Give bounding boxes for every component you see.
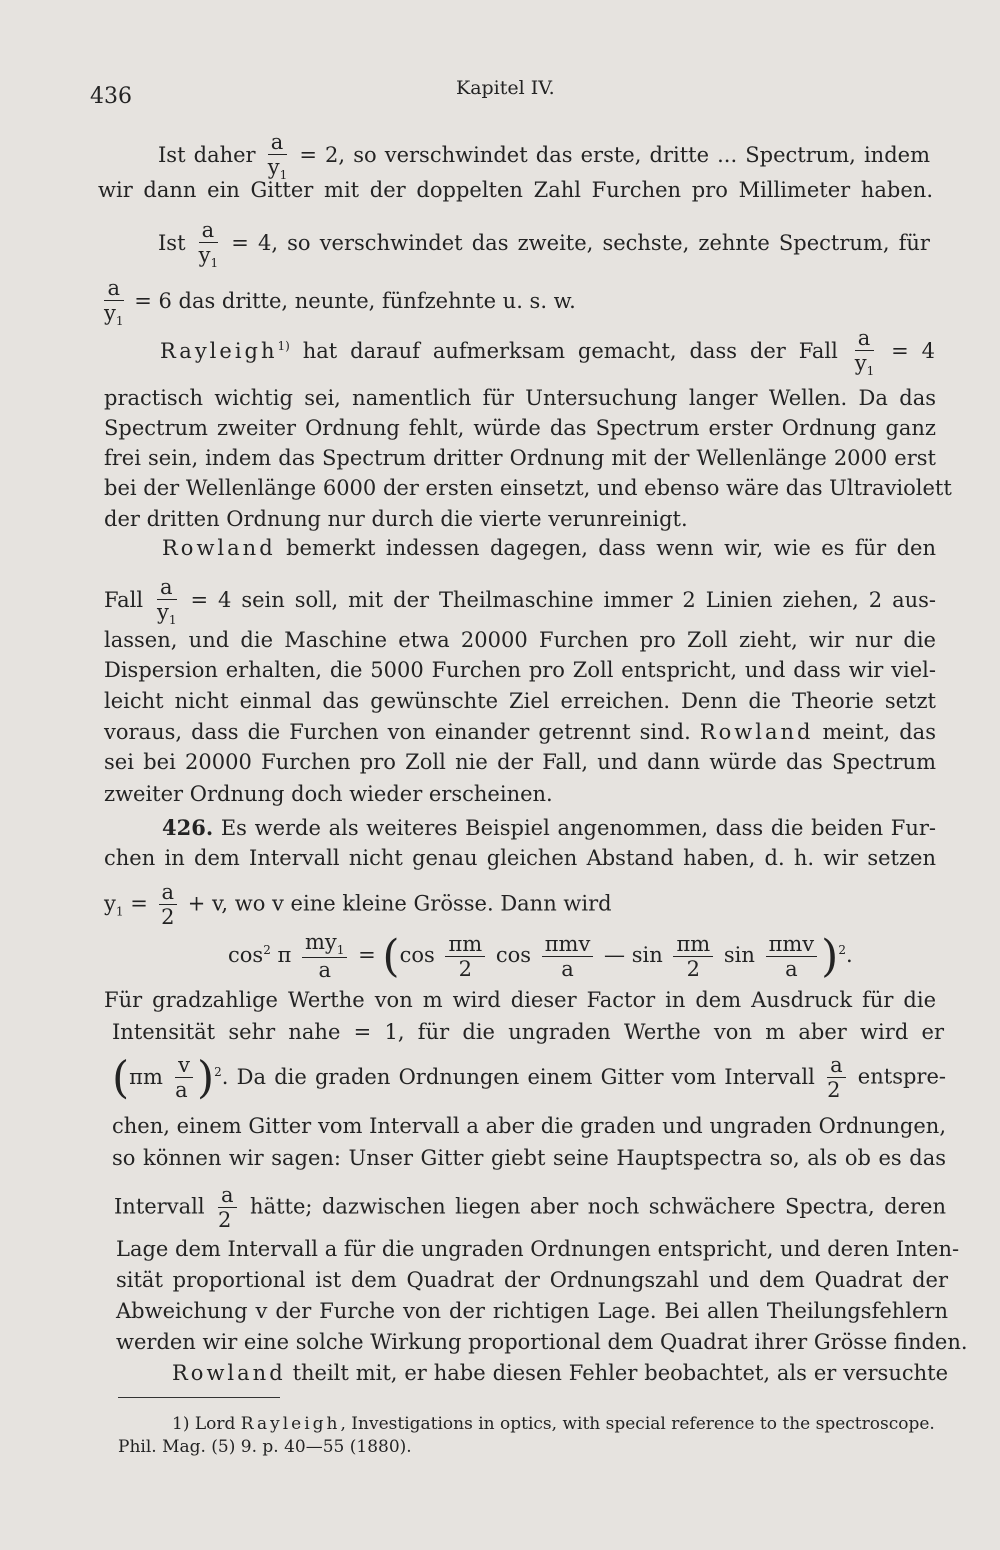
text-line: Spectrum zweiter Ordnung fehlt, würde das Spectrum erster Ordnung ganz [104,416,936,440]
text-line: Für gradzahlige Werthe von m wird dieser Factor in dem Ausdruck für die [104,988,936,1012]
section-number: 426. [162,815,214,840]
text-line: $y_1$ = $\frac{a}{2}$ + v, wo v eine kleine Grösse. Dann wird [104,880,612,929]
fraction-a-over-2: $\frac{a}{2}$ [218,1185,237,1231]
text-line: der dritten Ordnung nur durch die vierte verunreinigt. [104,507,688,531]
page-number: 436 [90,84,132,109]
text-line: Rayleigh$^{1)}$ hat darauf aufmerksam gemacht, dass der Fall $\frac{a}{y_1}$ = 4 [160,326,935,379]
fraction-a-over-y1: $\frac{a}{y_1}$ [104,276,124,329]
text-line: sität proportional ist dem Quadrat der Ordnungszahl und dem Quadrat der [116,1268,948,1292]
fraction-a-over-y1: $\frac{a}{y_1}$ [198,218,219,271]
text-line: Lage dem Intervall a für die ungraden Ordnungen entspricht, und deren Inten- [116,1237,960,1261]
footnote-ref: 1) [277,339,290,354]
text-line: practisch wichtig sei, namentlich für Untersuchung langer Wellen. Da das [104,386,936,410]
text-line: Intensität sehr nahe = 1, für die ungraden Werthe von m aber wird er [112,1020,944,1044]
text-line: zweiter Ordnung doch wieder erscheinen. [104,782,553,806]
text-line: bei der Wellenlänge 6000 der ersten einsetzt, und ebenso wäre das Ultraviolett [104,476,952,500]
text-line: frei sein, indem das Spectrum dritter Ordnung mit der Wellenlänge 2000 erst [104,446,936,470]
text-line: Ist daher $\frac{a}{y_1}$ = 2, so verschwindet das erste, dritte ... Spectrum, indem [158,130,930,183]
text-line: (πm $\frac{v}{a}$ )$^2$. Da die graden Ordnungen einem Gitter vom Intervall $\frac{a}{2}$ entspre- [112,1052,946,1104]
running-head: Kapitel IV. [456,77,555,99]
fraction-a-over-y1: $\frac{a}{y_1}$ [267,130,288,183]
text-line: Rowland theilt mit, er habe diesen Fehler beobachtet, als er versuchte [172,1361,948,1385]
text-line: Abweichung v der Furche von der richtigen Lage. Bei allen Theilungsfehlern [116,1299,948,1323]
text-line: Intervall $\frac{a}{2}$ hätte; dazwischen liegen aber noch schwächere Spectra, deren [114,1183,946,1232]
author-name: Rowland [172,1361,286,1385]
fraction-a-over-2: $\frac{a}{2}$ [159,882,178,928]
text-line: 426. Es werde als weiteres Beispiel angenommen, dass die beiden Fur- [162,815,936,840]
fraction-a-over-2: $\frac{a}{2}$ [827,1055,846,1101]
author-name: Rowland [162,536,276,560]
text-line: sei bei 20000 Furchen pro Zoll nie der Fall, und dann würde das Spectrum [104,750,936,774]
fraction-a-over-y1: $\frac{a}{y_1}$ [157,575,177,628]
text-line: so können wir sagen: Unser Gitter giebt seine Hauptspectra so, als ob es das [112,1146,946,1170]
display-equation: $\cos^2 \pi$ $\frac{my_1}{a}$ = (cos $\frac{\pi m}{2}$ cos $\frac{\text{πmv}}{a}$ — sin $\frac{\pi m}{2}$ sin $\frac{\text{πmv}}{a}$ )$^2$. [228,930,853,983]
text-line: werden wir eine solche Wirkung proportional dem Quadrat ihrer Grösse finden. [116,1330,968,1354]
footnote-line: 1) Lord Rayleigh, Investigations in optics, with special reference to the spectroscope. [172,1414,935,1434]
text-line: chen, einem Gitter vom Intervall a aber die graden und ungraden Ordnungen, [112,1114,946,1138]
text-line: chen in dem Intervall nicht genau gleichen Abstand haben, d. h. wir setzen [104,846,936,870]
text-line: voraus, dass die Furchen von einander getrennt sind. Rowland meint, das [104,720,936,744]
text-line: Ist $\frac{a}{y_1}$ = 4, so verschwindet das zweite, sechste, zehnte Spectrum, für [158,218,930,271]
footnote-rule [118,1397,280,1398]
text-line: wir dann ein Gitter mit der doppelten Zahl Furchen pro Millimeter haben. [98,178,933,202]
text-line: Dispersion erhalten, die 5000 Furchen pro Zoll entspricht, und dass wir viel- [104,658,936,682]
footnote-line: Phil. Mag. (5) 9. p. 40—55 (1880). [118,1437,412,1457]
author-name: Rayleigh [160,339,278,364]
text-line: lassen, und die Maschine etwa 20000 Furchen pro Zoll zieht, wir nur die [104,628,936,652]
text-line: Rowland bemerkt indessen dagegen, dass wenn wir, wie es für den [162,536,936,560]
author-name: Rowland [699,720,814,744]
fraction-a-over-y1: $\frac{a}{y_1}$ [854,326,875,379]
text-line: $\frac{a}{y_1}$ = 6 das dritte, neunte, fünfzehnte u. s. w. [104,276,576,329]
text-line: Fall $\frac{a}{y_1}$ = 4 sein soll, mit der Theilmaschine immer 2 Linien ziehen, 2 aus- [104,575,936,628]
text-line: leicht nicht einmal das gewünschte Ziel erreichen. Denn die Theorie setzt [104,689,936,713]
